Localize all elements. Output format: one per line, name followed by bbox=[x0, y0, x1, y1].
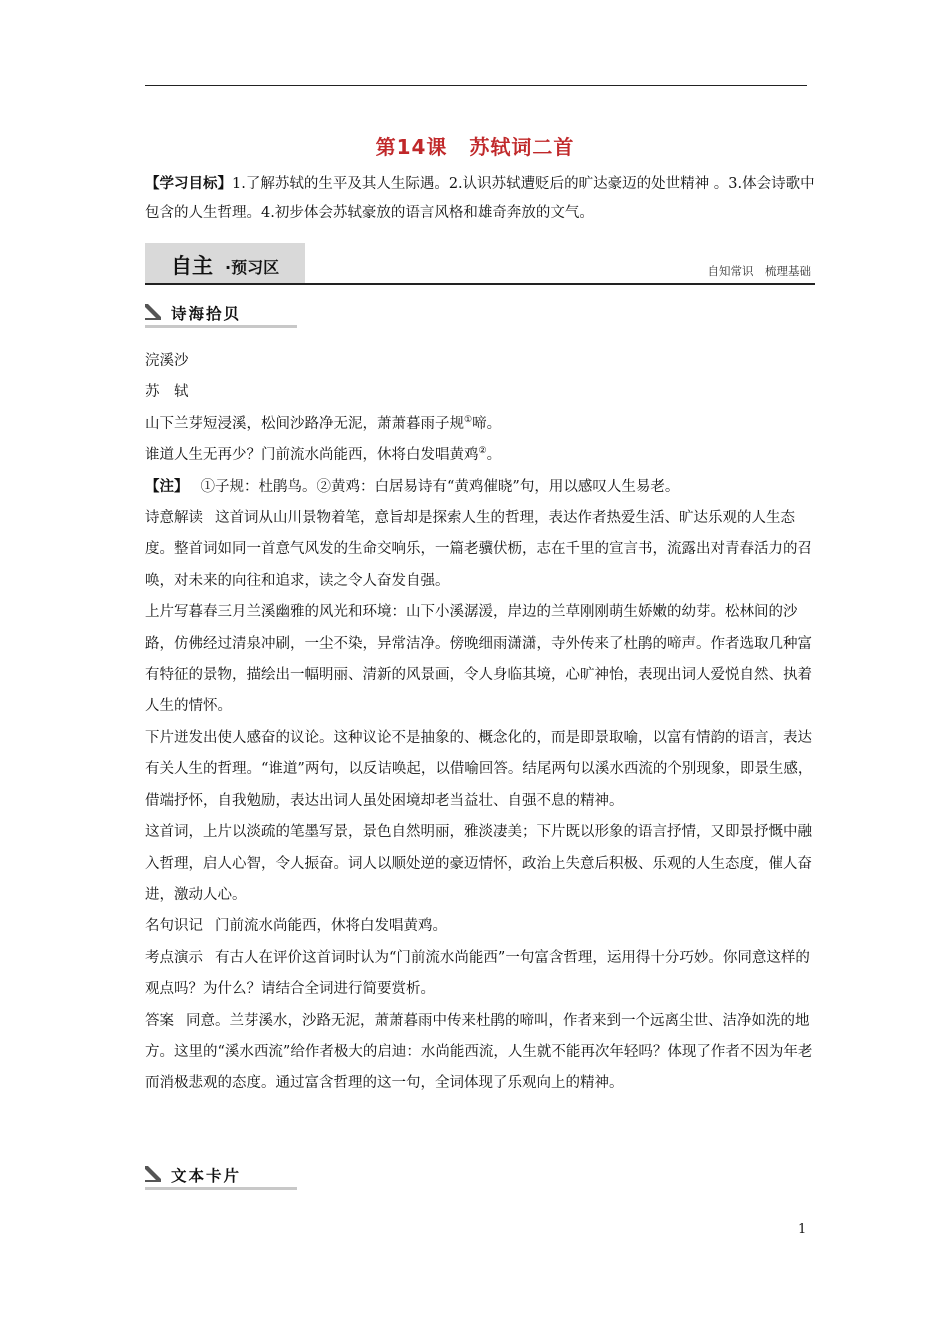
interpretation-label: 诗意解读 bbox=[145, 510, 203, 527]
lesson-name: 苏轼词二首 bbox=[469, 135, 575, 159]
section-title: 诗海拾贝 bbox=[171, 305, 242, 323]
page-number: 1 bbox=[798, 1222, 807, 1237]
learning-goals bbox=[145, 170, 815, 228]
interpretation-text: 这首词从山川景物着笔，意旨却是探索人生的哲理，表达作者热爱生活、旷达乐观的人生态度。整首词如同一首意气风发的生命交响乐，一篇老骥伏枥，志在千里的宣言书，流露出对青春活力的召唤，对未来的向往和追求，读之令人奋发自强。 bbox=[145, 510, 812, 589]
lower-stanza-paragraph: 下片迸发出使人感奋的议论。这种议论不是抽象的、概念化的，而是即景取喻，以富有情韵的语言，表达有关人生的哲理。“谁道”两句，以反诘唤起，以借喻回答。结尾两句以溪水西流的个别现象，即景生感，借端抒怀，自我勉励，表达出词人虽处困境却老当益壮、自强不息的精神。 bbox=[145, 729, 813, 809]
goals-label: 【学习目标】 bbox=[145, 176, 232, 192]
answer-label: 答案 bbox=[145, 1012, 174, 1029]
exercise-paragraph bbox=[145, 943, 817, 1006]
banner-main-label: 自主 bbox=[171, 254, 213, 278]
goals-text: 1.了解苏轼的生平及其人生际遇。2.认识苏轼遭贬后的旷达豪迈的处世精神 。3.体会诗歌中包含的人生哲理。4.初步体会苏轼豪放的语言风格和雄奇奔放的文气。 bbox=[145, 176, 815, 221]
header-rule bbox=[145, 85, 807, 86]
section-heading-text-card bbox=[145, 1163, 297, 1189]
summary-paragraph: 这首词，上片以淡疏的笔墨写景，景色自然明丽，雅淡凄美；下片既以形象的语言抒情，又即景抒慨中融入哲理，启人心智，令人振奋。词人以顺处逆的豪迈情怀，政治上失意后积极、乐观的人生态度，催人奋进，激动人心。 bbox=[145, 824, 812, 903]
poem-author: 苏 轼 bbox=[145, 384, 189, 401]
note-text: ①子规：杜鹃鸟。②黄鸡：白居易诗有“黄鸡催晓”句，用以感叹人生易老。 bbox=[200, 478, 680, 495]
banner-right-label: 自知常识 梳理基础 bbox=[707, 264, 811, 278]
poem-line-1 bbox=[145, 409, 817, 440]
page-title bbox=[0, 131, 950, 160]
banner-rule bbox=[145, 283, 815, 285]
exercise-text: 有古人在评价这首词时认为“门前流水尚能西”一句富含哲理，运用得十分巧妙。你同意这样的观点吗？为什么？请结合全词进行简要赏析。 bbox=[145, 949, 810, 998]
poem-title: 浣溪沙 bbox=[145, 353, 189, 369]
section-underline bbox=[145, 1187, 297, 1190]
footnote-mark: ② bbox=[478, 446, 487, 457]
famous-line-label: 名句识记 bbox=[145, 918, 203, 935]
poem-line-2-end: 。 bbox=[486, 447, 502, 464]
note-label: 【注】 bbox=[145, 478, 189, 495]
footnote-mark: ① bbox=[464, 414, 473, 425]
poem-line-2-text: 谁道人生无再少？门前流水尚能西，休将白发唱黄鸡 bbox=[145, 447, 479, 464]
poem-line-1-end: 啼。 bbox=[472, 415, 502, 432]
poem-note bbox=[145, 472, 817, 503]
answer-text: 同意。兰芽溪水，沙路无泥，萧萧暮雨中传来杜鹃的啼叫，作者来到一个远离尘世、洁净如洗的地方。这里的“溪水西流”给作者极大的启迪：水尚能西流，人生就不能再次年轻吗？体现了作者不因为年老而消极悲观的态度。通过富含哲理的这一句，全词体现了乐观向上的精神。 bbox=[145, 1012, 813, 1092]
section-title: 文本卡片 bbox=[171, 1167, 242, 1185]
main-body bbox=[145, 346, 817, 1100]
poem-line-2 bbox=[145, 440, 817, 471]
lesson-number: 第14课 bbox=[375, 135, 448, 159]
interpretation-paragraph bbox=[145, 503, 817, 597]
answer-paragraph bbox=[145, 1006, 817, 1100]
famous-line-paragraph bbox=[145, 911, 817, 942]
diagonal-slash-icon bbox=[145, 304, 161, 320]
famous-line-text: 门前流水尚能西，休将白发唱黄鸡。 bbox=[215, 918, 447, 935]
section-underline bbox=[145, 325, 297, 328]
section-banner bbox=[145, 243, 815, 285]
poem-line-1-text: 山下兰芽短浸溪，松间沙路净无泥，萧萧暮雨子规 bbox=[145, 415, 464, 432]
upper-stanza-paragraph: 上片写暮春三月兰溪幽雅的风光和环境：山下小溪潺湲，岸边的兰草刚刚萌生娇嫩的幼芽。松林间的沙路，仿佛经过清泉冲刷，一尘不染，异常洁净。傍晚细雨潇潇，寺外传来了杜鹃的啼声。作者选取几种富有特征的景物，描绘出一幅明丽、清新的风景画，令人身临其境，心旷神怡，表现出词人爱悦自然、执着人生的情怀。 bbox=[145, 604, 812, 715]
diagonal-slash-icon bbox=[145, 1166, 161, 1182]
exercise-label: 考点演示 bbox=[145, 949, 203, 966]
banner-sub-label: ·预习区 bbox=[225, 258, 280, 277]
section-heading-poetry bbox=[145, 301, 297, 327]
